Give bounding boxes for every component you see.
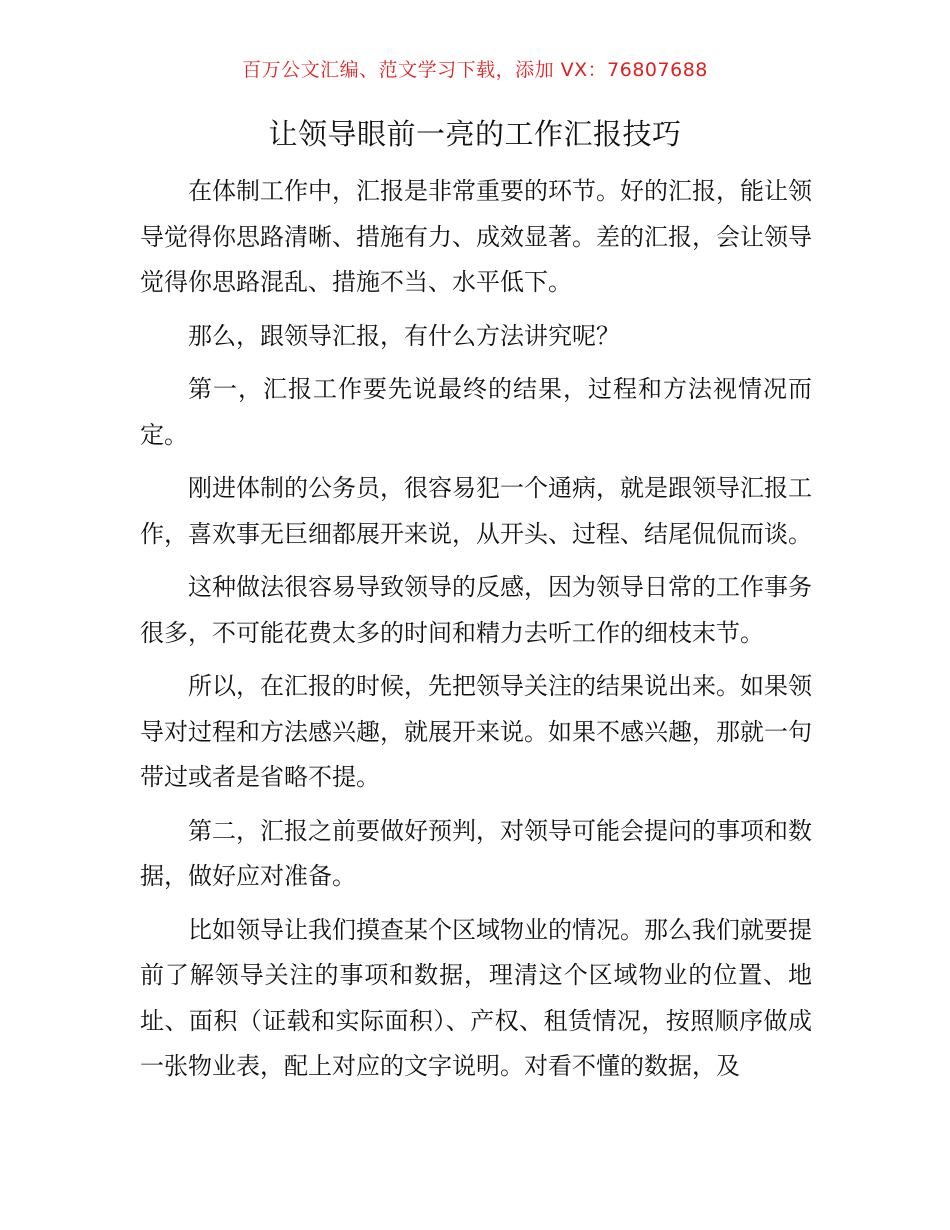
paragraph: 所以，在汇报的时候，先把领导关注的结果说出来。如果领导对过程和方法感兴趣，就展开来说。如果不感兴趣，那就一句带过或者是省略不提。: [140, 672, 812, 791]
paragraph: 刚进体制的公务员，很容易犯一个通病，就是跟领导汇报工作，喜欢事无巨细都展开来说，从开头、过程、结尾侃侃而谈。: [140, 474, 812, 548]
watermark-header: 百万公文汇编、范文学习下载，添加 VX：76807688: [242, 59, 708, 81]
paragraph: 比如领导让我们摸查某个区域物业的情况。那么我们就要提前了解领导关注的事项和数据，理清这个区域物业的位置、地址、面积（证载和实际面积）、产权、租赁情况，按照顺序做成一张物业表，配上对应的文字说明。对看不懂的数据，及: [140, 915, 812, 1080]
paragraph: 第一，汇报工作要先说最终的结果，过程和方法视情况而定。: [140, 375, 812, 449]
document-body: [140, 169, 812, 1098]
paragraph: 那么，跟领导汇报，有什么方法讲究呢？: [188, 321, 620, 350]
paragraph: 在体制工作中，汇报是非常重要的环节。好的汇报，能让领导觉得你思路清晰、措施有力、成效显著。差的汇报，会让领导觉得你思路混乱、措施不当、水平低下。: [140, 177, 812, 296]
paragraph: 第二，汇报之前要做好预判，对领导可能会提问的事项和数据，做好应对准备。: [140, 816, 812, 890]
paragraph: 这种做法很容易导致领导的反感，因为领导日常的工作事务很多，不可能花费太多的时间和精力去听工作的细枝末节。: [140, 573, 812, 647]
document-title: 让领导眼前一亮的工作汇报技巧: [268, 117, 682, 151]
